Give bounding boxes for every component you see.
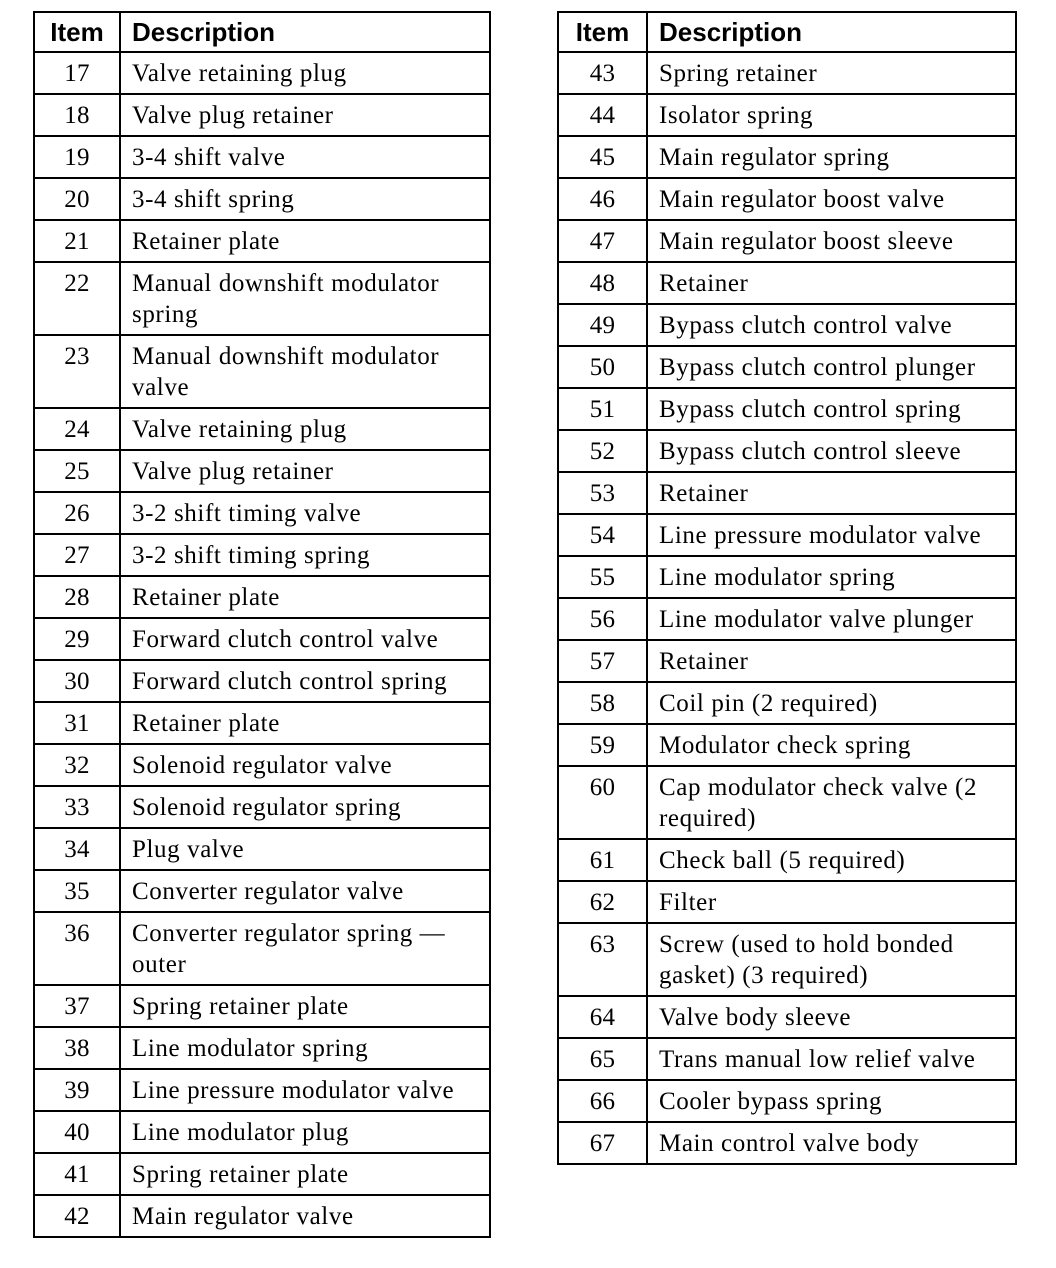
description-cell: 3-4 shift spring xyxy=(120,178,490,220)
item-number-cell: 55 xyxy=(558,556,647,598)
table-row xyxy=(34,1153,490,1195)
description-cell: Modulator check spring xyxy=(647,724,1016,766)
description-cell: Solenoid regulator spring xyxy=(120,786,490,828)
table-row xyxy=(34,262,490,335)
table-row xyxy=(34,335,490,408)
table-row xyxy=(34,94,490,136)
item-number-cell: 33 xyxy=(34,786,120,828)
item-number-cell: 34 xyxy=(34,828,120,870)
table-row xyxy=(558,640,1016,682)
table-row xyxy=(34,534,490,576)
table-row xyxy=(34,870,490,912)
table-row xyxy=(34,178,490,220)
table-row xyxy=(558,724,1016,766)
description-cell: 3-4 shift valve xyxy=(120,136,490,178)
item-number-cell: 48 xyxy=(558,262,647,304)
description-cell: Cooler bypass spring xyxy=(647,1080,1016,1122)
table-row xyxy=(558,996,1016,1038)
table-row xyxy=(558,346,1016,388)
item-number-cell: 37 xyxy=(34,985,120,1027)
description-cell: Screw (used to hold bonded gasket) (3 required) xyxy=(647,923,1016,996)
item-number-cell: 49 xyxy=(558,304,647,346)
table-row xyxy=(558,514,1016,556)
table-row xyxy=(34,136,490,178)
item-number-cell: 36 xyxy=(34,912,120,985)
description-cell: Main regulator boost valve xyxy=(647,178,1016,220)
description-cell: Retainer xyxy=(647,640,1016,682)
description-cell: 3-2 shift timing valve xyxy=(120,492,490,534)
item-column-header: Item xyxy=(34,12,120,52)
description-cell: Main control valve body xyxy=(647,1122,1016,1164)
item-number-cell: 23 xyxy=(34,335,120,408)
table-row xyxy=(34,660,490,702)
table-row xyxy=(558,1122,1016,1164)
item-number-cell: 63 xyxy=(558,923,647,996)
item-number-cell: 40 xyxy=(34,1111,120,1153)
description-cell: Manual downshift modulator spring xyxy=(120,262,490,335)
table-row xyxy=(558,881,1016,923)
item-number-cell: 54 xyxy=(558,514,647,556)
table-row xyxy=(558,1080,1016,1122)
description-cell: Bypass clutch control valve xyxy=(647,304,1016,346)
description-cell: Line pressure modulator valve xyxy=(120,1069,490,1111)
item-number-cell: 29 xyxy=(34,618,120,660)
table-row xyxy=(34,1069,490,1111)
table-row xyxy=(558,94,1016,136)
description-cell: Line modulator spring xyxy=(647,556,1016,598)
item-number-cell: 27 xyxy=(34,534,120,576)
item-number-cell: 18 xyxy=(34,94,120,136)
item-number-cell: 51 xyxy=(558,388,647,430)
item-number-cell: 58 xyxy=(558,682,647,724)
table-row xyxy=(558,388,1016,430)
item-number-cell: 17 xyxy=(34,52,120,94)
table-header-row xyxy=(34,12,490,52)
table-header-row xyxy=(558,12,1016,52)
item-number-cell: 53 xyxy=(558,472,647,514)
description-cell: Isolator spring xyxy=(647,94,1016,136)
table-row xyxy=(558,52,1016,94)
table-row xyxy=(558,923,1016,996)
table-row xyxy=(558,766,1016,839)
item-number-cell: 38 xyxy=(34,1027,120,1069)
description-cell: Manual downshift modulator valve xyxy=(120,335,490,408)
description-cell: Forward clutch control spring xyxy=(120,660,490,702)
item-number-cell: 50 xyxy=(558,346,647,388)
description-cell: Retainer plate xyxy=(120,220,490,262)
item-number-cell: 32 xyxy=(34,744,120,786)
description-cell: Bypass clutch control plunger xyxy=(647,346,1016,388)
description-cell: Valve plug retainer xyxy=(120,450,490,492)
item-number-cell: 35 xyxy=(34,870,120,912)
item-number-cell: 28 xyxy=(34,576,120,618)
table-row xyxy=(558,839,1016,881)
parts-table-right xyxy=(557,11,1017,1165)
item-number-cell: 39 xyxy=(34,1069,120,1111)
description-cell: Solenoid regulator valve xyxy=(120,744,490,786)
description-cell: 3-2 shift timing spring xyxy=(120,534,490,576)
table-row xyxy=(34,1111,490,1153)
description-cell: Retainer plate xyxy=(120,576,490,618)
description-cell: Converter regulator spring — outer xyxy=(120,912,490,985)
item-number-cell: 61 xyxy=(558,839,647,881)
description-cell: Line pressure modulator valve xyxy=(647,514,1016,556)
item-number-cell: 43 xyxy=(558,52,647,94)
description-cell: Valve body sleeve xyxy=(647,996,1016,1038)
table-row xyxy=(558,262,1016,304)
table-row xyxy=(34,744,490,786)
description-column-header: Description xyxy=(647,12,1016,52)
table-row xyxy=(34,1195,490,1237)
item-number-cell: 22 xyxy=(34,262,120,335)
item-number-cell: 44 xyxy=(558,94,647,136)
table-row xyxy=(34,912,490,985)
description-column-header: Description xyxy=(120,12,490,52)
item-number-cell: 42 xyxy=(34,1195,120,1237)
description-cell: Retainer xyxy=(647,472,1016,514)
item-number-cell: 67 xyxy=(558,1122,647,1164)
item-number-cell: 66 xyxy=(558,1080,647,1122)
table-row xyxy=(34,828,490,870)
item-number-cell: 45 xyxy=(558,136,647,178)
item-number-cell: 46 xyxy=(558,178,647,220)
item-number-cell: 57 xyxy=(558,640,647,682)
item-number-cell: 47 xyxy=(558,220,647,262)
item-number-cell: 20 xyxy=(34,178,120,220)
item-number-cell: 62 xyxy=(558,881,647,923)
description-cell: Retainer plate xyxy=(120,702,490,744)
description-cell: Converter regulator valve xyxy=(120,870,490,912)
table-row xyxy=(34,1027,490,1069)
description-cell: Spring retainer plate xyxy=(120,1153,490,1195)
description-cell: Line modulator spring xyxy=(120,1027,490,1069)
item-number-cell: 25 xyxy=(34,450,120,492)
table-row xyxy=(34,576,490,618)
table-row xyxy=(558,430,1016,472)
description-cell: Coil pin (2 required) xyxy=(647,682,1016,724)
item-number-cell: 52 xyxy=(558,430,647,472)
item-number-cell: 60 xyxy=(558,766,647,839)
description-cell: Main regulator valve xyxy=(120,1195,490,1237)
table-row xyxy=(558,472,1016,514)
item-number-cell: 24 xyxy=(34,408,120,450)
description-cell: Cap modulator check valve (2 required) xyxy=(647,766,1016,839)
table-row xyxy=(34,702,490,744)
table-row xyxy=(558,178,1016,220)
item-number-cell: 26 xyxy=(34,492,120,534)
description-cell: Filter xyxy=(647,881,1016,923)
table-row xyxy=(34,408,490,450)
table-row xyxy=(558,556,1016,598)
description-cell: Bypass clutch control sleeve xyxy=(647,430,1016,472)
description-cell: Check ball (5 required) xyxy=(647,839,1016,881)
description-cell: Main regulator spring xyxy=(647,136,1016,178)
description-cell: Valve retaining plug xyxy=(120,52,490,94)
table-row xyxy=(34,786,490,828)
description-cell: Spring retainer xyxy=(647,52,1016,94)
table-row xyxy=(34,52,490,94)
description-cell: Line modulator plug xyxy=(120,1111,490,1153)
item-number-cell: 56 xyxy=(558,598,647,640)
item-number-cell: 64 xyxy=(558,996,647,1038)
table-row xyxy=(34,492,490,534)
description-cell: Trans manual low relief valve xyxy=(647,1038,1016,1080)
table-row xyxy=(34,220,490,262)
item-number-cell: 65 xyxy=(558,1038,647,1080)
description-cell: Bypass clutch control spring xyxy=(647,388,1016,430)
table-row xyxy=(558,1038,1016,1080)
item-number-cell: 59 xyxy=(558,724,647,766)
item-column-header: Item xyxy=(558,12,647,52)
description-cell: Spring retainer plate xyxy=(120,985,490,1027)
table-row xyxy=(558,598,1016,640)
table-row xyxy=(34,985,490,1027)
description-cell: Valve retaining plug xyxy=(120,408,490,450)
table-row xyxy=(558,220,1016,262)
table-row xyxy=(558,682,1016,724)
item-number-cell: 41 xyxy=(34,1153,120,1195)
table-row xyxy=(558,136,1016,178)
item-number-cell: 21 xyxy=(34,220,120,262)
table-row xyxy=(34,618,490,660)
table-row xyxy=(558,304,1016,346)
description-cell: Forward clutch control valve xyxy=(120,618,490,660)
description-cell: Retainer xyxy=(647,262,1016,304)
table-row xyxy=(34,450,490,492)
item-number-cell: 30 xyxy=(34,660,120,702)
description-cell: Main regulator boost sleeve xyxy=(647,220,1016,262)
item-number-cell: 19 xyxy=(34,136,120,178)
description-cell: Plug valve xyxy=(120,828,490,870)
description-cell: Valve plug retainer xyxy=(120,94,490,136)
item-number-cell: 31 xyxy=(34,702,120,744)
description-cell: Line modulator valve plunger xyxy=(647,598,1016,640)
parts-table-left xyxy=(33,11,491,1238)
